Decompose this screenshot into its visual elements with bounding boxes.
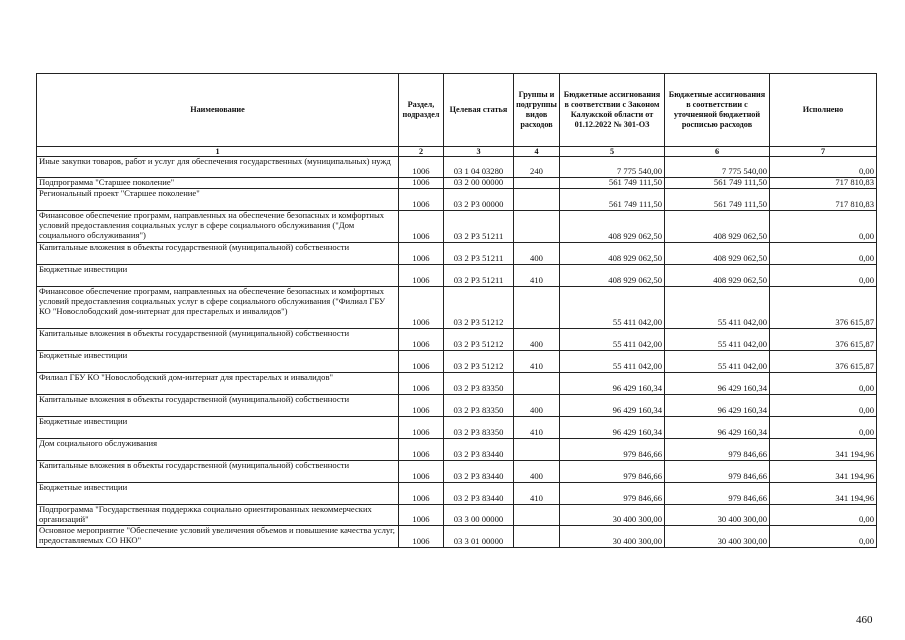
row-section: 1006 — [399, 188, 444, 210]
row-revised-amount: 55 411 042,00 — [665, 350, 770, 372]
row-section: 1006 — [399, 482, 444, 504]
row-name: Филиал ГБУ КО "Новослободский дом-интернат для престарелых и инвалидов" — [37, 372, 399, 394]
column-number: 3 — [444, 147, 514, 157]
row-law-amount: 96 429 160,34 — [560, 372, 665, 394]
row-name: Финансовое обеспечение программ, направленных на обеспечение безопасных и комфортных условий предоставления социальных услуг в сфере социального обслуживания ("Дом социального обслуживания") — [37, 210, 399, 242]
row-section: 1006 — [399, 157, 444, 178]
row-section: 1006 — [399, 394, 444, 416]
row-executed-amount: 0,00 — [770, 504, 877, 525]
column-number-row — [37, 147, 877, 157]
row-revised-amount: 979 846,66 — [665, 438, 770, 460]
row-section: 1006 — [399, 460, 444, 482]
row-executed-amount: 717 810,83 — [770, 178, 877, 189]
row-revised-amount: 30 400 300,00 — [665, 525, 770, 547]
table-row — [37, 286, 877, 328]
row-revised-amount: 979 846,66 — [665, 460, 770, 482]
page-number: 460 — [856, 614, 873, 626]
row-executed-amount: 341 194,96 — [770, 482, 877, 504]
row-target-article: 03 2 P3 00000 — [444, 188, 514, 210]
column-number: 1 — [37, 147, 399, 157]
row-target-article: 03 2 00 00000 — [444, 178, 514, 189]
row-executed-amount: 0,00 — [770, 394, 877, 416]
row-name: Дом социального обслуживания — [37, 438, 399, 460]
row-law-amount: 561 749 111,50 — [560, 188, 665, 210]
row-name: Бюджетные инвестиции — [37, 416, 399, 438]
row-name: Капитальные вложения в объекты государственной (муниципальной) собственности — [37, 394, 399, 416]
row-executed-amount: 376 615,87 — [770, 350, 877, 372]
table-row — [37, 188, 877, 210]
row-target-article: 03 2 P3 51211 — [444, 264, 514, 286]
row-target-article: 03 2 P3 83440 — [444, 482, 514, 504]
row-section: 1006 — [399, 286, 444, 328]
table-row — [37, 460, 877, 482]
row-revised-amount: 96 429 160,34 — [665, 416, 770, 438]
table-row — [37, 525, 877, 547]
row-revised-amount: 561 749 111,50 — [665, 188, 770, 210]
row-revised-amount: 30 400 300,00 — [665, 504, 770, 525]
row-section: 1006 — [399, 504, 444, 525]
row-section: 1006 — [399, 178, 444, 189]
row-executed-amount: 376 615,87 — [770, 328, 877, 350]
row-law-amount: 96 429 160,34 — [560, 394, 665, 416]
row-section: 1006 — [399, 242, 444, 264]
row-law-amount: 7 775 540,00 — [560, 157, 665, 178]
row-target-article: 03 2 P3 51212 — [444, 350, 514, 372]
row-expense-group — [514, 178, 560, 189]
row-law-amount: 55 411 042,00 — [560, 328, 665, 350]
row-target-article: 03 2 P3 51212 — [444, 328, 514, 350]
header-law-appropriations: Бюджетные ассигнования в соответствии с Законом Калужской области от 01.12.2022 № 301-ОЗ — [560, 74, 665, 147]
row-name: Региональный проект "Старшее поколение" — [37, 188, 399, 210]
row-target-article: 03 2 P3 51212 — [444, 286, 514, 328]
row-executed-amount: 0,00 — [770, 264, 877, 286]
row-expense-group: 410 — [514, 350, 560, 372]
row-revised-amount: 55 411 042,00 — [665, 328, 770, 350]
row-revised-amount: 408 929 062,50 — [665, 242, 770, 264]
row-expense-group — [514, 210, 560, 242]
row-expense-group — [514, 372, 560, 394]
table-row — [37, 504, 877, 525]
header-row — [37, 74, 877, 147]
row-target-article: 03 3 01 00000 — [444, 525, 514, 547]
row-target-article: 03 2 P3 83440 — [444, 460, 514, 482]
row-revised-amount: 561 749 111,50 — [665, 178, 770, 189]
row-executed-amount: 0,00 — [770, 372, 877, 394]
header-section: Раздел, подраздел — [399, 74, 444, 147]
row-expense-group — [514, 504, 560, 525]
row-revised-amount: 96 429 160,34 — [665, 372, 770, 394]
row-law-amount: 561 749 111,50 — [560, 178, 665, 189]
column-number: 4 — [514, 147, 560, 157]
column-number: 2 — [399, 147, 444, 157]
row-executed-amount: 341 194,96 — [770, 460, 877, 482]
table-row — [37, 210, 877, 242]
table-row — [37, 372, 877, 394]
table-body — [37, 157, 877, 548]
row-section: 1006 — [399, 372, 444, 394]
row-law-amount: 408 929 062,50 — [560, 210, 665, 242]
header-target-article: Целевая статья — [444, 74, 514, 147]
row-law-amount: 408 929 062,50 — [560, 242, 665, 264]
row-law-amount: 979 846,66 — [560, 438, 665, 460]
row-expense-group: 400 — [514, 242, 560, 264]
row-name: Бюджетные инвестиции — [37, 264, 399, 286]
table-row — [37, 328, 877, 350]
row-name: Капитальные вложения в объекты государственной (муниципальной) собственности — [37, 242, 399, 264]
row-target-article: 03 2 P3 51211 — [444, 210, 514, 242]
table-row — [37, 438, 877, 460]
row-expense-group: 410 — [514, 264, 560, 286]
row-name: Подпрограмма "Старшее поколение" — [37, 178, 399, 189]
row-revised-amount: 55 411 042,00 — [665, 286, 770, 328]
row-expense-group — [514, 188, 560, 210]
row-revised-amount: 96 429 160,34 — [665, 394, 770, 416]
row-revised-amount: 7 775 540,00 — [665, 157, 770, 178]
budget-table — [36, 73, 877, 548]
row-law-amount: 30 400 300,00 — [560, 504, 665, 525]
row-executed-amount: 0,00 — [770, 525, 877, 547]
table-row — [37, 242, 877, 264]
table-row — [37, 350, 877, 372]
row-target-article: 03 2 P3 83440 — [444, 438, 514, 460]
row-law-amount: 979 846,66 — [560, 482, 665, 504]
row-law-amount: 408 929 062,50 — [560, 264, 665, 286]
row-target-article: 03 2 P3 83350 — [444, 394, 514, 416]
row-name: Подпрограмма "Государственная поддержка социально ориентированных некоммерческих организаций" — [37, 504, 399, 525]
row-revised-amount: 408 929 062,50 — [665, 210, 770, 242]
row-name: Основное мероприятие "Обеспечение условий увеличения объемов и повышение качества услуг, предоставляемых СО НКО" — [37, 525, 399, 547]
row-section: 1006 — [399, 525, 444, 547]
header-name: Наименование — [37, 74, 399, 147]
row-expense-group: 240 — [514, 157, 560, 178]
row-name: Бюджетные инвестиции — [37, 482, 399, 504]
row-executed-amount: 0,00 — [770, 416, 877, 438]
row-revised-amount: 408 929 062,50 — [665, 264, 770, 286]
row-name: Иные закупки товаров, работ и услуг для обеспечения государственных (муниципальных) нужд — [37, 157, 399, 178]
row-executed-amount: 717 810,83 — [770, 188, 877, 210]
row-target-article: 03 3 00 00000 — [444, 504, 514, 525]
row-name: Капитальные вложения в объекты государственной (муниципальной) собственности — [37, 460, 399, 482]
row-law-amount: 979 846,66 — [560, 460, 665, 482]
row-law-amount: 96 429 160,34 — [560, 416, 665, 438]
row-executed-amount: 0,00 — [770, 157, 877, 178]
row-law-amount: 55 411 042,00 — [560, 350, 665, 372]
row-target-article: 03 1 04 03280 — [444, 157, 514, 178]
row-expense-group — [514, 286, 560, 328]
table-row — [37, 394, 877, 416]
row-executed-amount: 0,00 — [770, 242, 877, 264]
row-target-article: 03 2 P3 51211 — [444, 242, 514, 264]
row-name: Бюджетные инвестиции — [37, 350, 399, 372]
row-expense-group: 410 — [514, 416, 560, 438]
row-revised-amount: 979 846,66 — [665, 482, 770, 504]
row-expense-group — [514, 525, 560, 547]
row-law-amount: 55 411 042,00 — [560, 286, 665, 328]
row-section: 1006 — [399, 350, 444, 372]
row-expense-group: 400 — [514, 460, 560, 482]
row-section: 1006 — [399, 416, 444, 438]
table-row — [37, 157, 877, 178]
table-row — [37, 264, 877, 286]
row-expense-group: 400 — [514, 394, 560, 416]
column-number: 7 — [770, 147, 877, 157]
row-section: 1006 — [399, 438, 444, 460]
row-expense-group — [514, 438, 560, 460]
row-expense-group: 410 — [514, 482, 560, 504]
row-name: Финансовое обеспечение программ, направленных на обеспечение безопасных и комфортных условий предоставления социальных услуг в сфере социального обслуживания ("Филиал ГБУ КО "Новослободский дом-интернат для престарелых и инвалидов") — [37, 286, 399, 328]
table-row — [37, 482, 877, 504]
table-row — [37, 178, 877, 189]
table-row — [37, 416, 877, 438]
row-section: 1006 — [399, 264, 444, 286]
row-section: 1006 — [399, 328, 444, 350]
row-executed-amount: 0,00 — [770, 210, 877, 242]
header-revised-appropriations: Бюджетные ассигнования в соответствии с уточненной бюджетной росписью расходов — [665, 74, 770, 147]
row-law-amount: 30 400 300,00 — [560, 525, 665, 547]
header-expense-group: Группы и подгруппы видов расходов — [514, 74, 560, 147]
column-number: 6 — [665, 147, 770, 157]
row-target-article: 03 2 P3 83350 — [444, 372, 514, 394]
column-number: 5 — [560, 147, 665, 157]
row-executed-amount: 341 194,96 — [770, 438, 877, 460]
header-executed: Исполнено — [770, 74, 877, 147]
row-expense-group: 400 — [514, 328, 560, 350]
row-section: 1006 — [399, 210, 444, 242]
row-executed-amount: 376 615,87 — [770, 286, 877, 328]
row-target-article: 03 2 P3 83350 — [444, 416, 514, 438]
row-name: Капитальные вложения в объекты государственной (муниципальной) собственности — [37, 328, 399, 350]
